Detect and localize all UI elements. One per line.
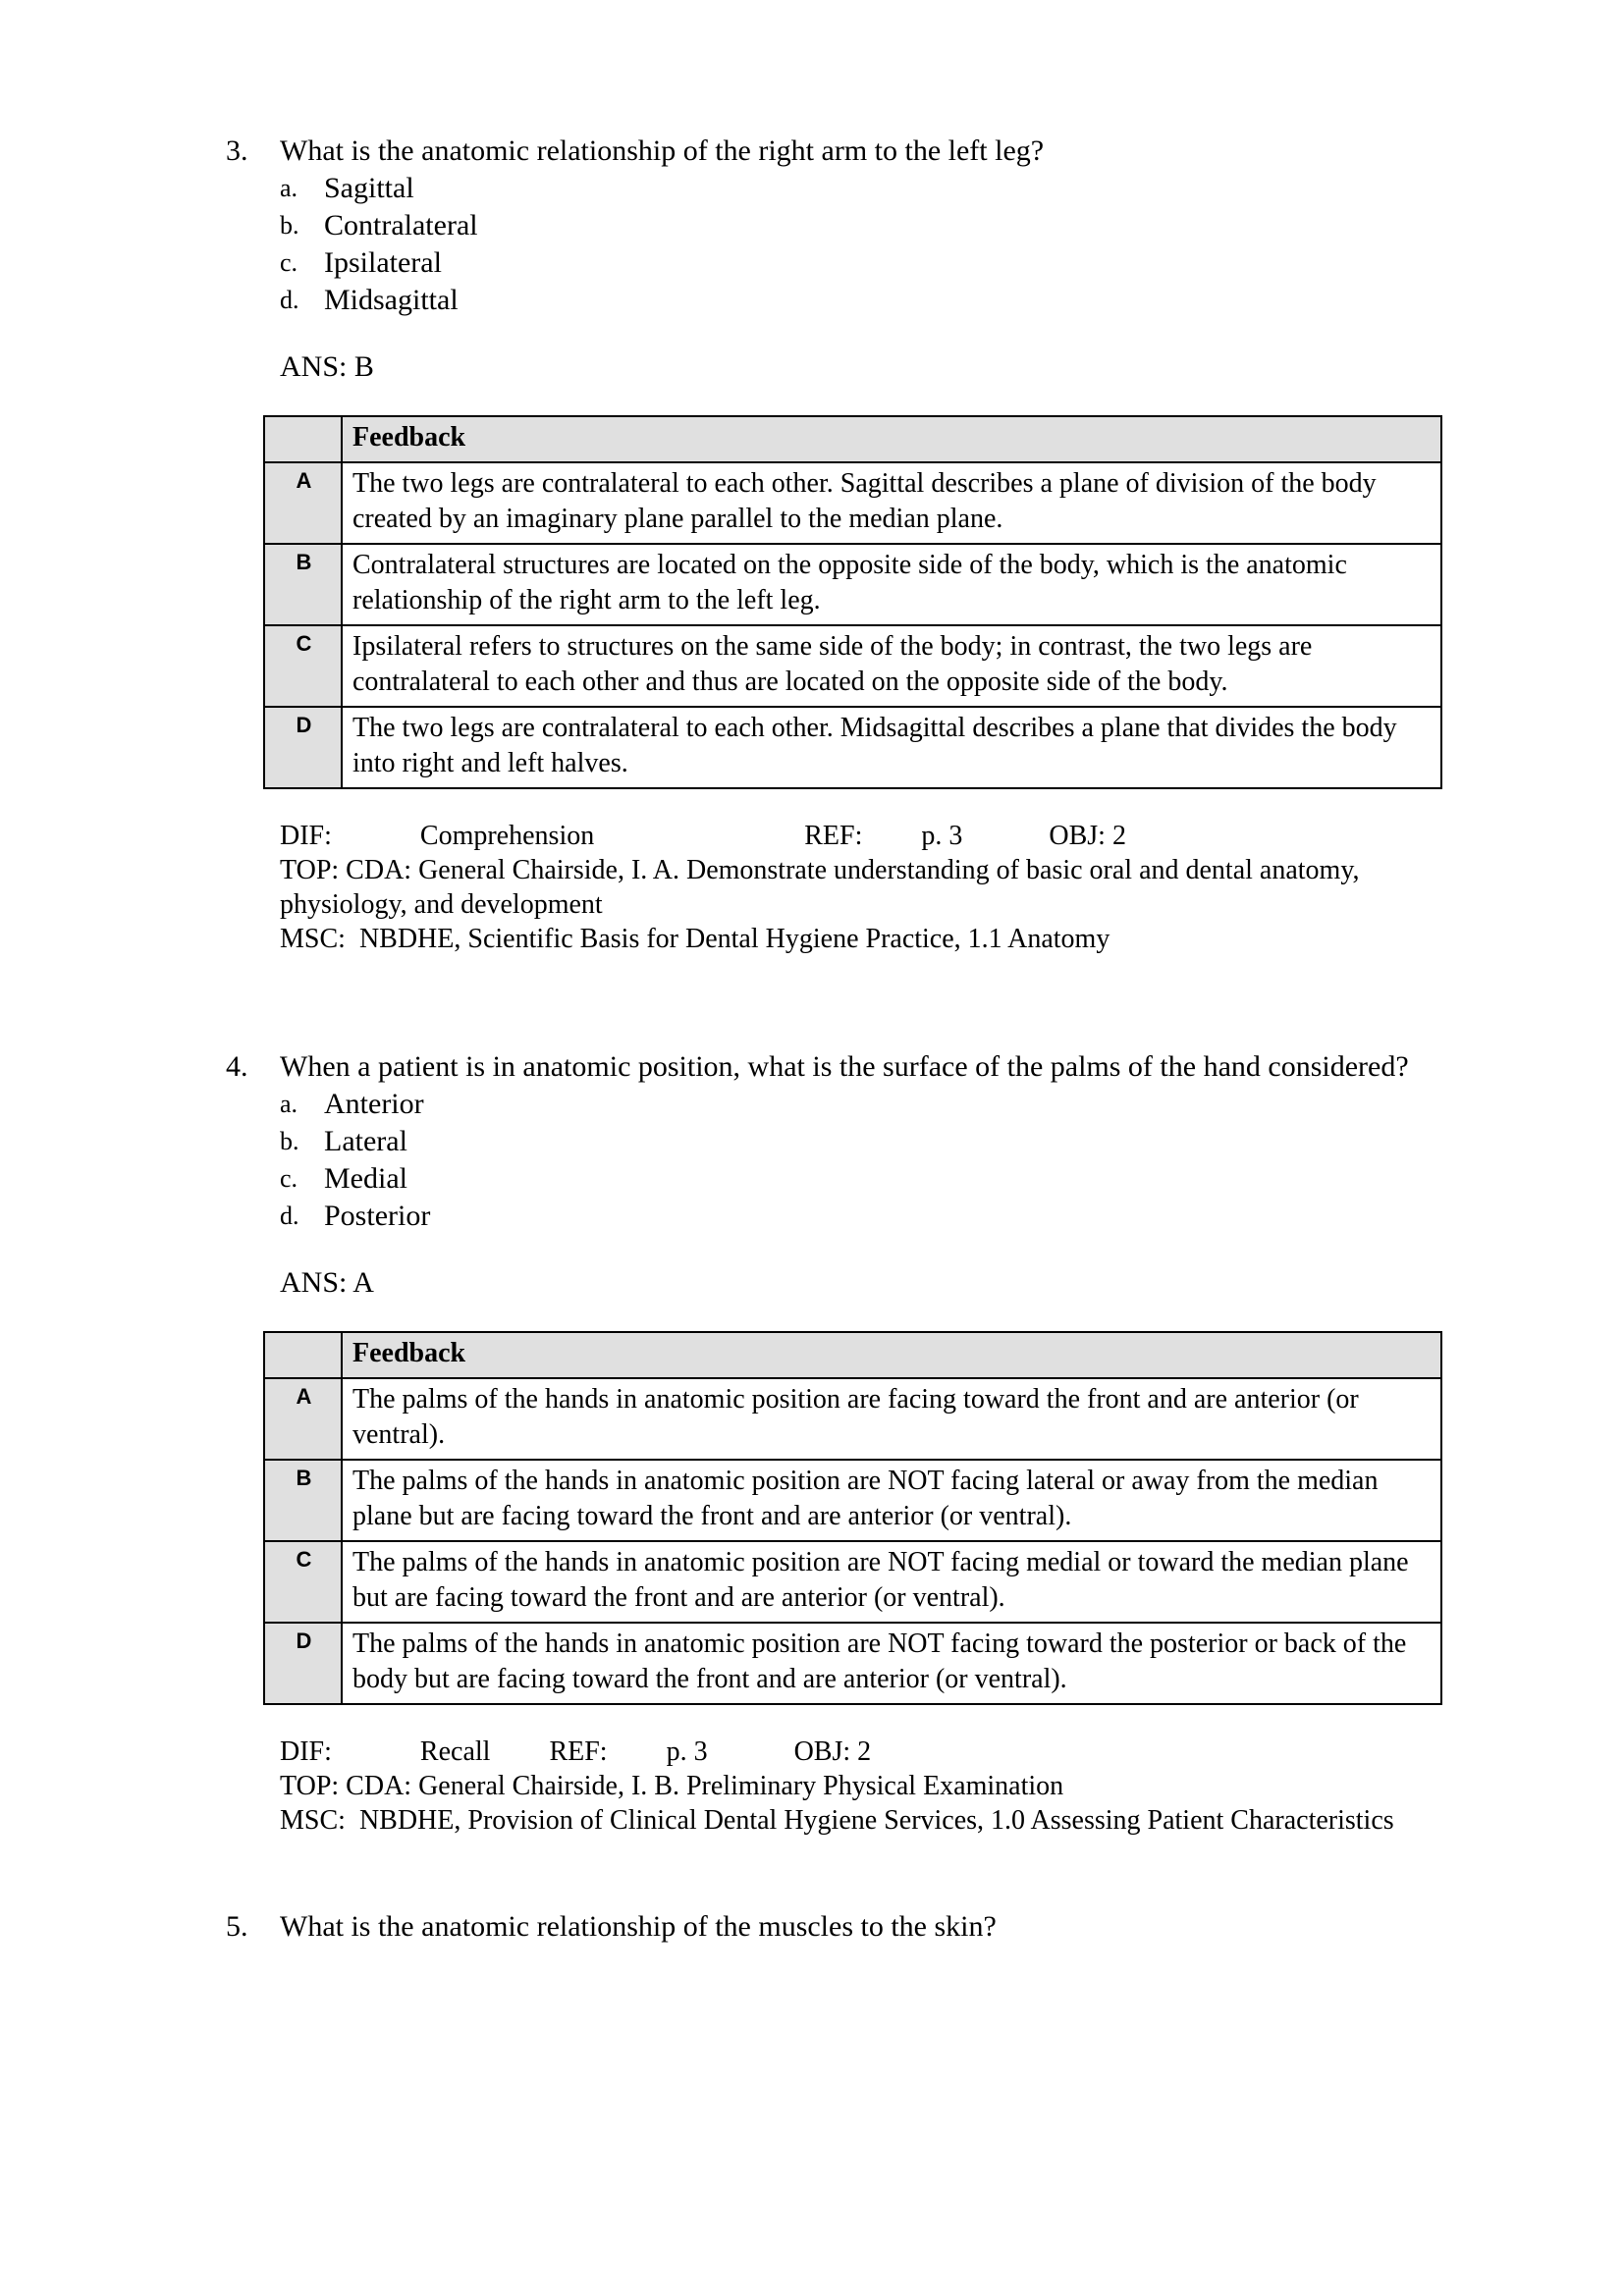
feedback-option-letter: A [264,462,342,544]
metadata-dif-row [280,819,1442,853]
answer-line: ANS: A [280,1266,374,1299]
question-metadata [226,1735,1442,1838]
choice-text: Sagittal [324,172,414,204]
top-label: TOP: [280,1771,340,1801]
msc-value: NBDHE, Scientific Basis for Dental Hygiene Practice, 1.1 Anatomy [358,924,1110,954]
dif-value: Recall [419,1736,491,1767]
choice-letter: d. [280,1201,299,1230]
choice-text: Lateral [324,1125,407,1157]
table-row [264,544,1441,625]
top-label: TOP: [280,855,340,885]
table-row [264,1541,1441,1623]
choice-text: Posterior [324,1200,431,1232]
feedback-option-text: The palms of the hands in anatomic position are NOT facing toward the posterior or back of the body but are facing toward the front and are anterior (or ventral). [342,1623,1441,1704]
obj-label: OBJ: [793,1736,851,1767]
dif-label: DIF: [280,821,332,851]
feedback-header-label: Feedback [342,1332,1441,1378]
feedback-option-letter: A [264,1378,342,1460]
feedback-table [263,415,1442,789]
feedback-option-letter: C [264,1541,342,1623]
question-block-4 [226,1048,1442,1838]
choice-letter: c. [280,1164,298,1193]
question-block-5 [226,1908,1442,1946]
metadata-msc-row [280,1803,1442,1838]
dif-label: DIF: [280,1736,332,1767]
choice-text: Medial [324,1162,407,1195]
metadata-dif-row [280,1735,1442,1769]
feedback-option-letter: B [264,544,342,625]
choice-item[interactable] [226,207,1442,244]
choice-item[interactable] [226,1086,1442,1123]
table-row [264,462,1441,544]
choice-item[interactable] [226,1198,1442,1235]
choice-item[interactable] [226,282,1442,319]
obj-value: 2 [857,1736,872,1767]
feedback-option-text: Ipsilateral refers to structures on the same side of the body; in contrast, the two legs are contralateral to each other and thus are located on the opposite side of the body. [342,625,1441,707]
top-value: CDA: General Chairside, I. B. Preliminary Physical Examination [346,1771,1064,1801]
table-header-row [264,1332,1441,1378]
metadata-top-row [280,853,1442,922]
dif-value: Comprehension [419,821,595,851]
ref-label: REF: [549,1736,608,1767]
choice-text: Ipsilateral [324,246,442,279]
choice-item[interactable] [226,170,1442,207]
table-row [264,1460,1441,1541]
feedback-table [263,1331,1442,1705]
table-header-row [264,416,1441,462]
feedback-header-blank [264,416,342,462]
feedback-table-wrapper [226,415,1442,789]
feedback-option-text: Contralateral structures are located on the opposite side of the body, which is the anatomic relationship of the right arm to the left leg. [342,544,1441,625]
table-row [264,625,1441,707]
feedback-option-text: The palms of the hands in anatomic position are NOT facing lateral or away from the median plane but are facing toward the front and are anterior (or ventral). [342,1460,1441,1541]
feedback-option-letter: D [264,707,342,788]
choice-letter: a. [280,174,298,202]
feedback-option-text: The two legs are contralateral to each other. Sagittal describes a plane of division of the body created by an imaginary plane parallel to the median plane. [342,462,1441,544]
feedback-option-text: The two legs are contralateral to each other. Midsagittal describes a plane that divides the body into right and left halves. [342,707,1441,788]
choice-letter: b. [280,211,299,240]
choice-list [226,1086,1442,1235]
table-row [264,1623,1441,1704]
feedback-option-letter: C [264,625,342,707]
question-block-3 [226,133,1442,956]
answer-line: ANS: B [280,350,374,383]
choice-item[interactable] [226,1160,1442,1198]
question-stem [226,1048,1442,1086]
table-row [264,707,1441,788]
ref-value: p. 3 [666,1736,708,1767]
ref-value: p. 3 [921,821,963,851]
feedback-option-text: The palms of the hands in anatomic position are facing toward the front and are anterior (or ventral). [342,1378,1441,1460]
feedback-header-blank [264,1332,342,1378]
question-metadata [226,819,1442,956]
question-number: 5. [226,1910,248,1943]
choice-letter: b. [280,1127,299,1155]
question-number: 3. [226,134,248,167]
choice-letter: c. [280,248,298,277]
question-number: 4. [226,1050,248,1083]
question-text: What is the anatomic relationship of the right arm to the left leg? [280,134,1045,167]
choice-letter: d. [280,286,299,314]
section-spacer [226,956,1442,1048]
feedback-option-text: The palms of the hands in anatomic position are NOT facing medial or toward the median plane but are facing toward the front and are anterior (or ventral). [342,1541,1441,1623]
choice-text: Contralateral [324,209,478,241]
table-row [264,1378,1441,1460]
feedback-option-letter: B [264,1460,342,1541]
section-spacer [226,1838,1442,1908]
choice-text: Anterior [324,1088,424,1120]
top-value: CDA: General Chairside, I. A. Demonstrate understanding of basic oral and dental anatomy, physiology, and development [280,855,1360,920]
metadata-top-row [280,1769,1442,1803]
feedback-option-letter: D [264,1623,342,1704]
feedback-table-wrapper [226,1331,1442,1705]
ref-label: REF: [804,821,863,851]
metadata-msc-row [280,922,1442,956]
choice-item[interactable] [226,244,1442,282]
msc-label: MSC: [280,1805,346,1836]
choice-letter: a. [280,1090,298,1118]
question-text: When a patient is in anatomic position, what is the surface of the palms of the hand considered? [280,1050,1409,1083]
choice-text: Midsagittal [324,284,459,316]
feedback-header-label: Feedback [342,416,1441,462]
question-stem [226,133,1442,170]
msc-value: NBDHE, Provision of Clinical Dental Hygiene Services, 1.0 Assessing Patient Characteristics [358,1805,1394,1836]
obj-label: OBJ: [1049,821,1106,851]
obj-value: 2 [1111,821,1126,851]
question-text: What is the anatomic relationship of the muscles to the skin? [280,1910,997,1943]
question-stem [226,1908,1442,1946]
choice-list [226,170,1442,319]
msc-label: MSC: [280,924,346,954]
choice-item[interactable] [226,1123,1442,1160]
